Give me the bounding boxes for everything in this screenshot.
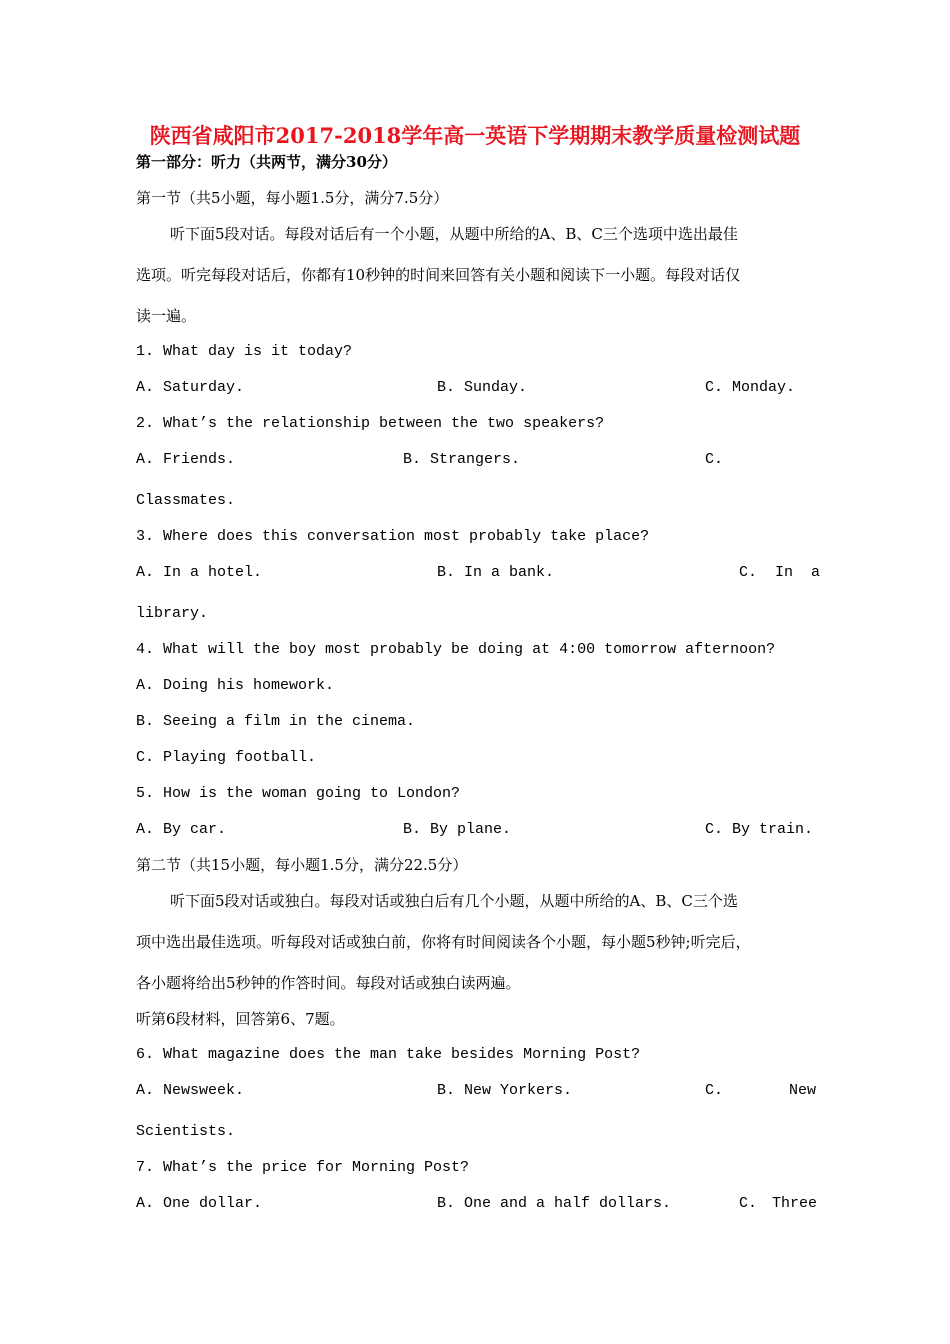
section2-instruction-line: 听下面5段对话或独白。每段对话或独白后有几个小题，从题中所给的A、B、C三个选 [170, 892, 738, 910]
question-3-stem: 3. Where does this conversation most probably take place? [136, 528, 650, 545]
question-6-option-a: A. Newsweek. [136, 1082, 245, 1099]
section2-heading: 第二节（共15小题，每小题1.5分，满分22.5分） [136, 856, 468, 874]
question-6-option-c-continued: Scientists. [136, 1123, 236, 1140]
question-5-option-b: B. By plane. [403, 821, 512, 838]
question-3-option-b: B. In a bank. [437, 564, 555, 581]
section1-heading: 第一节（共5小题，每小题1.5分，满分7.5分） [136, 189, 449, 207]
question-5-stem: 5. How is the woman going to London? [136, 785, 461, 802]
question-7-option-c-word: Three [772, 1195, 818, 1212]
question-1-option-b: B. Sunday. [437, 379, 528, 396]
question-7-option-c: C. [739, 1195, 758, 1212]
question-2-option-a: A. Friends. [136, 451, 236, 468]
question-3-option-c: C. In a [739, 564, 821, 581]
question-1-option-a: A. Saturday. [136, 379, 245, 396]
question-4-stem: 4. What will the boy most probably be doing at 4:00 tomorrow afternoon? [136, 641, 776, 658]
section1-instruction-line: 选项。听完每段对话后，你都有10秒钟的时间来回答有关小题和阅读下一小题。每段对话仅 [136, 266, 741, 284]
document-title: 陕西省咸阳市2017-2018学年高一英语下学期期末教学质量检测试题 [149, 123, 801, 148]
question-6-option-b: B. New Yorkers. [437, 1082, 573, 1099]
part1-heading: 第一部分：听力（共两节，满分30分） [136, 153, 397, 171]
question-1-option-c: C. Monday. [705, 379, 796, 396]
question-5-option-c: C. By train. [705, 821, 814, 838]
question-3-option-c-continued: library. [136, 605, 209, 622]
question-2-option-c: C. [705, 451, 724, 468]
question-5-option-a: A. By car. [136, 821, 227, 838]
question-7-option-b: B. One and a half dollars. [437, 1195, 672, 1212]
question-7-option-a: A. One dollar. [136, 1195, 263, 1212]
question-6-stem: 6. What magazine does the man take besides Morning Post? [136, 1046, 641, 1063]
section1-instruction-line: 听下面5段对话。每段对话后有一个小题，从题中所给的A、B、C三个选项中选出最佳 [170, 225, 738, 243]
question-7-stem: 7. What’s the price for Morning Post? [136, 1159, 470, 1176]
section2-instruction-line: 项中选出最佳选项。听每段对话或独白前，你将有时间阅读各个小题，每小题5秒钟;听完后， [136, 933, 751, 951]
question-3-option-a: A. In a hotel. [136, 564, 263, 581]
question-2-stem: 2. What’s the relationship between the two speakers? [136, 415, 605, 432]
question-6-option-c: C. [705, 1082, 724, 1099]
question-4-option-b: B. Seeing a film in the cinema. [136, 713, 416, 730]
question-6-option-c-word: New [789, 1082, 817, 1099]
question-4-option-a: A. Doing his homework. [136, 677, 335, 694]
question-2-option-b: B. Strangers. [403, 451, 521, 468]
question-1-stem: 1. What day is it today? [136, 343, 353, 360]
section1-instruction-line: 读一遍。 [136, 307, 197, 325]
section2-instruction-line: 各小题将给出5秒钟的作答时间。每段对话或独白读两遍。 [136, 974, 521, 992]
question-4-option-c: C. Playing football. [136, 749, 317, 766]
question-2-option-c-continued: Classmates. [136, 492, 236, 509]
material-6-note: 听第6段材料，回答第6、7题。 [136, 1010, 345, 1028]
